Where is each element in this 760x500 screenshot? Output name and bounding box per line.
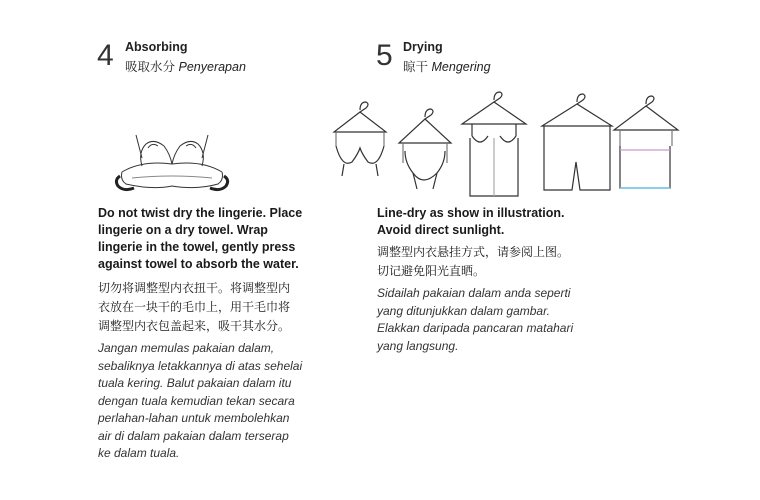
hanger-bodysuit-icon bbox=[458, 86, 530, 201]
text-line: Jangan memulas pakaian dalam, bbox=[98, 341, 275, 355]
text-line: Elakkan daripada pancaran matahari bbox=[377, 321, 574, 335]
text-line: 切记避免阳光直晒。 bbox=[377, 264, 486, 278]
text-line: perlahan-lahan untuk membolehkan bbox=[98, 411, 290, 425]
step-4-malay-text bbox=[98, 340, 302, 463]
text-line: dengan tuala kemudian tekan secara bbox=[98, 393, 295, 408]
step-5-english-text bbox=[377, 205, 565, 239]
towel-press-illustration bbox=[112, 130, 232, 200]
text-line: 调整型内衣悬挂方式，请参阅上图。 bbox=[377, 245, 570, 259]
step-4-subtitle-ms: Penyerapan bbox=[178, 60, 246, 74]
text-line: yang ditunjukkan dalam gambar. bbox=[377, 303, 550, 318]
step-4-title: Absorbing bbox=[125, 40, 188, 54]
text-line: tuala kering. Balut pakaian dalam itu bbox=[98, 376, 292, 390]
step-5-chinese-text bbox=[377, 243, 569, 281]
hanger-bra-icon bbox=[330, 96, 390, 186]
step-5-number: 5 bbox=[376, 39, 393, 72]
step-4-english-text bbox=[98, 205, 302, 273]
hanger-shaper-icon bbox=[395, 103, 455, 198]
step-4-subtitle bbox=[125, 57, 246, 75]
text-line: Do not twist dry the lingerie. Place bbox=[98, 206, 303, 220]
text-line: 切勿将调整型内衣扭干。将调整型内 bbox=[98, 281, 291, 295]
step-5-malay-text bbox=[377, 285, 573, 355]
text-line: 调整型内衣包盖起来，吸干其水分。 bbox=[98, 319, 291, 333]
hanger-brief-icon bbox=[610, 90, 682, 200]
text-line: lingerie in the towel, gently press bbox=[98, 240, 296, 254]
text-line: 衣放在一块干的毛巾上，用干毛巾将 bbox=[98, 300, 291, 314]
text-line: air di dalam pakaian dalam terserap bbox=[98, 428, 289, 443]
text-line: ke dalam tuala. bbox=[98, 446, 180, 460]
text-line: lingerie on a dry towel. Wrap bbox=[98, 223, 268, 237]
step-5-title: Drying bbox=[403, 40, 443, 54]
step-4-number: 4 bbox=[97, 39, 114, 72]
text-line: Sidailah pakaian dalam anda seperti bbox=[377, 286, 571, 300]
step-4-subtitle-zh: 吸取水分 bbox=[125, 60, 176, 74]
text-line: against towel to absorb the water. bbox=[98, 257, 299, 271]
step-5-subtitle-zh: 晾干 bbox=[403, 60, 429, 74]
text-line: yang langsung. bbox=[377, 338, 459, 353]
hanger-shorts-icon bbox=[538, 88, 616, 198]
text-line: Line-dry as show in illustration. bbox=[377, 206, 565, 220]
text-line: sebaliknya letakkannya di atas sehelai bbox=[98, 358, 303, 373]
step-5-subtitle-ms: Mengering bbox=[431, 60, 491, 74]
step-5-subtitle bbox=[403, 57, 491, 75]
step-4-chinese-text bbox=[98, 279, 290, 336]
text-line: Avoid direct sunlight. bbox=[377, 223, 505, 237]
